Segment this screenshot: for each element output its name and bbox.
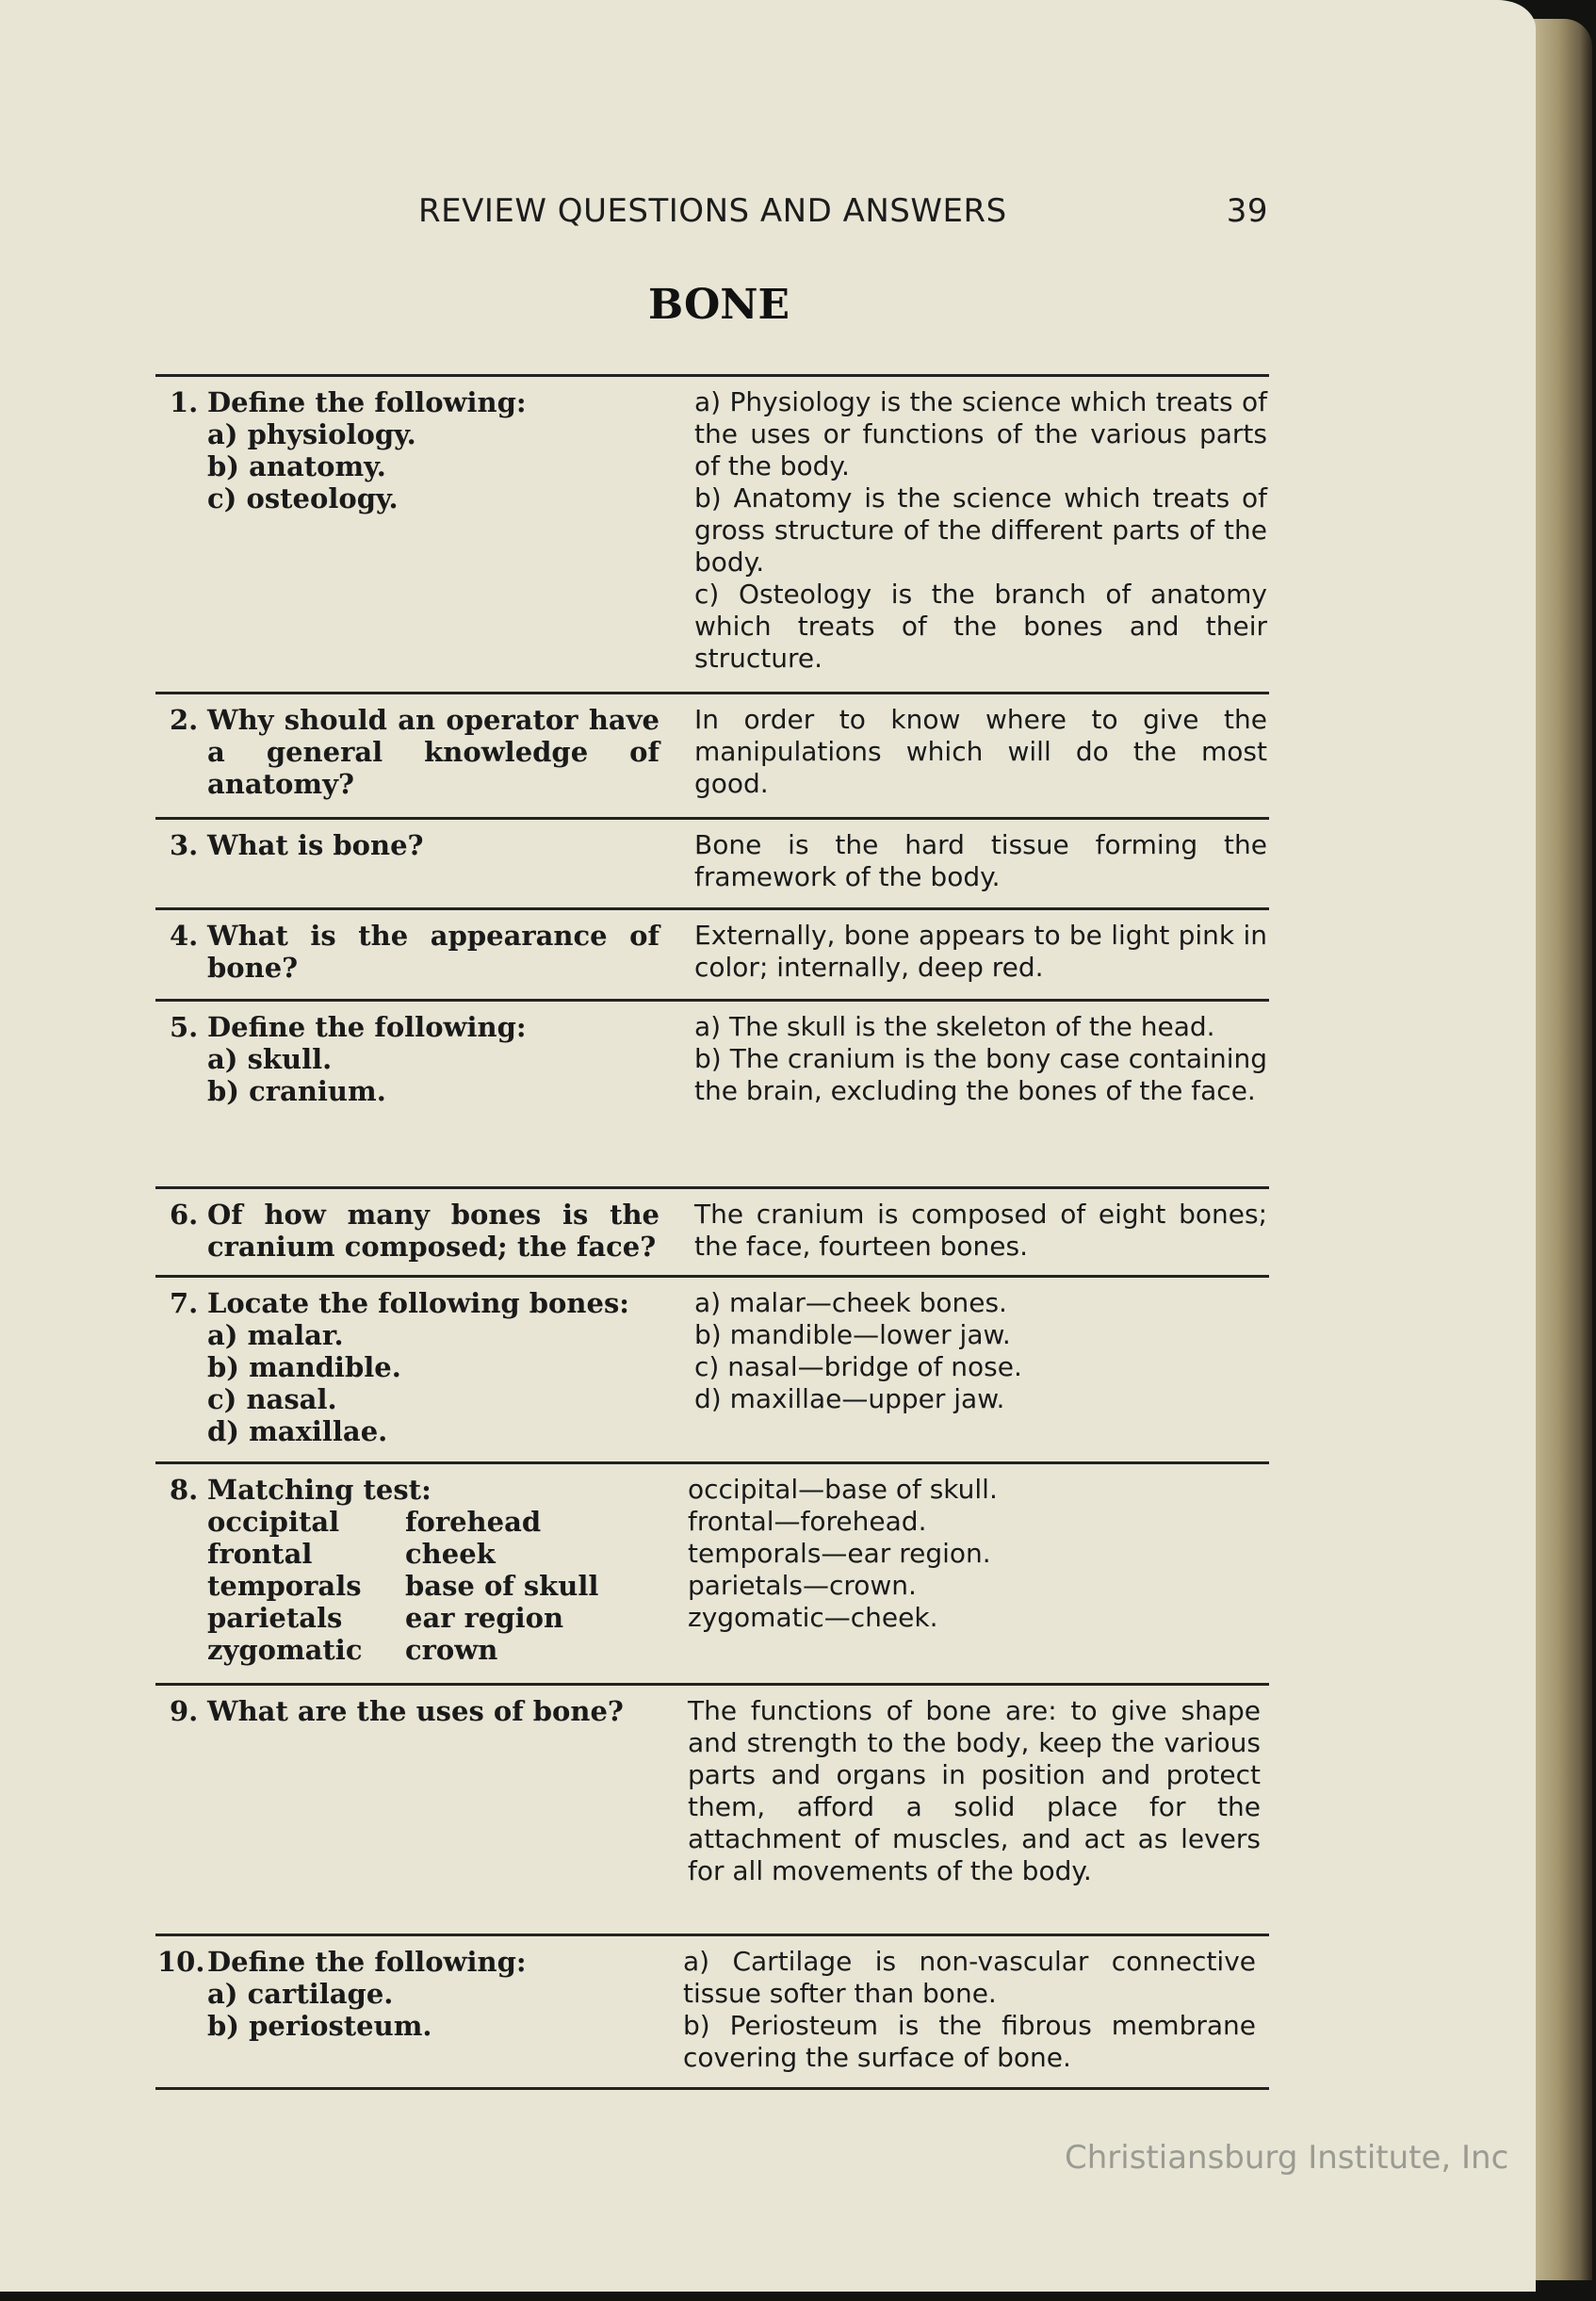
answer-text: c) nasal—bridge of nose.: [694, 1351, 1022, 1382]
question: [155, 920, 669, 986]
question: [155, 1474, 669, 1670]
answer: [694, 920, 1267, 984]
qa-row: [155, 820, 1269, 910]
answer-text: zygomatic—cheek.: [688, 1602, 938, 1633]
answer: [683, 1946, 1256, 2074]
answer: [694, 1199, 1267, 1263]
qa-row: [155, 694, 1269, 820]
question-number: 2.: [170, 704, 199, 736]
answer-text: parietals—crown.: [688, 1570, 917, 1601]
matching-term: parietals: [207, 1602, 343, 1634]
question: [155, 1199, 669, 1262]
qa-row: [155, 1189, 1269, 1278]
question: [155, 386, 669, 678]
question-text: Why should an operator have a general knowledge of anatomy?: [207, 704, 660, 800]
matching-term: zygomatic: [207, 1634, 363, 1666]
answer: [688, 1474, 1261, 1634]
answer-text: frontal—forehead.: [688, 1506, 927, 1537]
matching-option: crown: [405, 1634, 498, 1666]
question: [155, 1287, 669, 1448]
question-number: 10.: [157, 1946, 205, 1978]
answer-text: occipital—base of skull.: [688, 1474, 998, 1505]
question-number: 6.: [170, 1199, 199, 1231]
question-text: What are the uses of bone?: [207, 1695, 624, 1727]
qa-row: [155, 910, 1269, 1002]
question-subitem: b) anatomy.: [207, 450, 386, 482]
page-number: 39: [1226, 192, 1268, 230]
answer-text: b) mandible—lower jaw.: [694, 1319, 1011, 1350]
matching-option: cheek: [405, 1538, 496, 1570]
question: [155, 829, 669, 894]
question-number: 9.: [170, 1695, 199, 1727]
question-subitem: d) maxillae.: [207, 1415, 388, 1447]
matching-option: base of skull: [405, 1570, 599, 1602]
qa-row: [155, 1464, 1269, 1686]
question-number: 7.: [170, 1287, 199, 1319]
matching-grid: [170, 1506, 669, 1666]
answer: [694, 829, 1267, 893]
answer: [694, 1287, 1267, 1415]
running-head: REVIEW QUESTIONS AND ANSWERS: [418, 192, 1007, 230]
qa-table: [155, 374, 1269, 2090]
question-text: Matching test:: [207, 1474, 432, 1506]
question: [155, 1011, 669, 1173]
answer: [694, 386, 1267, 675]
matching-term: occipital: [207, 1506, 340, 1538]
answer-text: a) malar—cheek bones.: [694, 1287, 1007, 1318]
question-subitem: b) cranium.: [207, 1075, 386, 1107]
qa-row: [155, 1002, 1269, 1189]
question-subitem: c) nasal.: [207, 1383, 337, 1415]
answer-text: b) Periosteum is the fibrous membrane covering the surface of bone.: [683, 2010, 1256, 2073]
answer-text: a) Cartilage is non-vascular connective tissue softer than bone.: [683, 1946, 1256, 2009]
watermark: Christiansburg Institute, Inc: [1065, 2139, 1509, 2177]
question: [155, 1946, 669, 2074]
qa-row: [155, 1936, 1269, 2090]
question-subitem: b) mandible.: [207, 1351, 401, 1383]
qa-row: [155, 1686, 1269, 1936]
question-text: Define the following:: [207, 1946, 527, 1978]
question-text: Locate the following bones:: [207, 1287, 629, 1319]
question: [155, 704, 669, 804]
answer-text: Bone is the hard tissue forming the framework of the body.: [694, 829, 1267, 892]
section-title: BONE: [647, 281, 790, 329]
answer-text: a) Physiology is the science which treats of the uses or functions of the various parts of the body.: [694, 386, 1267, 481]
question-subitem: a) cartilage.: [207, 1978, 394, 2010]
answer-text: Externally, bone appears to be light pink in color; internally, deep red.: [694, 920, 1267, 983]
answer-text: In order to know where to give the manipulations which will do the most good.: [694, 704, 1267, 799]
answer: [688, 1695, 1261, 1887]
answer: [694, 704, 1267, 800]
answer-text: a) The skull is the skeleton of the head.: [694, 1011, 1215, 1042]
question-text: Define the following:: [207, 386, 527, 418]
question-subitem: a) malar.: [207, 1319, 344, 1351]
question-number: 1.: [170, 386, 199, 418]
answer-text: b) Anatomy is the science which treats of gross structure of the different parts of the body.: [694, 482, 1267, 578]
answer-text: b) The cranium is the bony case containing the brain, excluding the bones of the face.: [694, 1043, 1267, 1106]
question: [155, 1695, 669, 1920]
answer-text: c) Osteology is the branch of anatomy which treats of the bones and their structure.: [694, 579, 1267, 674]
matching-option: ear region: [405, 1602, 564, 1634]
matching-term: temporals: [207, 1570, 362, 1602]
question-text: Of how many bones is the cranium composed; the face?: [207, 1199, 660, 1263]
question-subitem: a) physiology.: [207, 418, 416, 450]
answer-text: The cranium is composed of eight bones; the face, fourteen bones.: [694, 1199, 1267, 1262]
question-number: 5.: [170, 1011, 199, 1043]
question-subitem: a) skull.: [207, 1043, 333, 1075]
matching-option: forehead: [405, 1506, 542, 1538]
question-number: 4.: [170, 920, 199, 952]
question-subitem: b) periosteum.: [207, 2010, 432, 2042]
answer-text: d) maxillae—upper jaw.: [694, 1383, 1005, 1414]
answer: [694, 1011, 1267, 1107]
qa-row: [155, 377, 1269, 694]
answer-text: The functions of bone are: to give shape and strength to the body, keep the various parts and organs in position and protect them, afford a solid place for the attachment of muscles, and act as levers for all movements of the body.: [688, 1695, 1261, 1886]
question-number: 8.: [170, 1474, 199, 1506]
answer-text: temporals—ear region.: [688, 1538, 991, 1569]
question-subitem: c) osteology.: [207, 482, 399, 514]
question-text: Define the following:: [207, 1011, 527, 1043]
matching-term: frontal: [207, 1538, 313, 1570]
question-text: What is the appearance of bone?: [207, 920, 660, 984]
question-number: 3.: [170, 829, 199, 861]
qa-row: [155, 1278, 1269, 1464]
question-text: What is bone?: [207, 829, 424, 861]
